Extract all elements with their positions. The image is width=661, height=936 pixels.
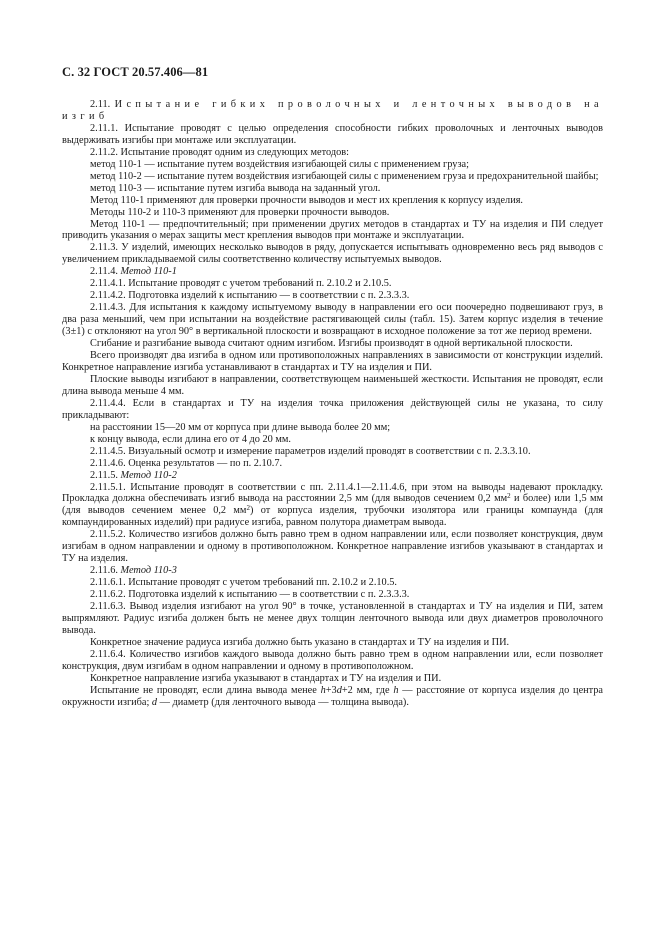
paragraph: метод 110-2 — испытание путем воздействия изгибающей силы с применением груза и предохранительной шайбы; [90, 170, 599, 182]
paragraph: Конкретное направление изгиба указывают в стандартах и ТУ на изделия и ПИ. [90, 672, 442, 684]
paragraph: 2.11.6.4. Количество изгибов каждого вывода должно быть равно трем в одном направлении или, если позволяет конструкция, двум изгибам в одном направлении и одному в противоположном. [62, 648, 603, 672]
paragraph: 2.11.5.2. Количество изгибов должно быть равно трем в одном направлении или, если позволяет конструкция, двум изгибам в одном направлении и одному в противоположном. Конкретное направление изгибов указывают в стандартах и ТУ на изделия. [62, 529, 603, 565]
method-heading [62, 470, 603, 482]
document-body [62, 99, 603, 709]
paragraph: Метод 110-1 — предпочтительный; при применении других методов в стандартах и ТУ на изделия и ПИ следует приводить указания о мерах защиты мест крепления выводов при монтаже и эксплуатации. [62, 218, 603, 242]
method-number: 2.11.6. [90, 565, 118, 577]
paragraph: 2.11.4.2. Подготовка изделий к испытанию — в соответствии с п. 2.3.3.3. [90, 290, 410, 302]
paragraph: 2.11.2. Испытание проводят одним из следующих методов: [90, 146, 349, 158]
paragraph: 2.11.3. У изделий, имеющих несколько выводов в ряду, допускается испытывать одновременно весь ряд выводов с увеличением прикладываемой силы соответственно количеству испытуемых выводов. [62, 242, 603, 266]
paragraph: на расстоянии 15—20 мм от корпуса при длине вывода более 20 мм; [90, 421, 391, 433]
method-heading [62, 266, 603, 278]
section-heading [62, 99, 603, 123]
paragraph: Методы 110-2 и 110-3 применяют для проверки прочности выводов. [90, 206, 390, 218]
paragraph: 2.11.6.2. Подготовка изделий к испытанию — в соответствии с п. 2.3.3.3. [90, 589, 410, 601]
method-number: 2.11.4. [90, 266, 118, 278]
paragraph: 2.11.4.3. Для испытания к каждому испытуемому выводу в направлении его оси поочередно подвешивают груз, в два раза меньший, чем при испытании на воздействие растягивающей силы (табл. 15). Затем корпус изделия в течение (3±1) с отклоняют на угол 90° в вертикальной плоскости и возвращают в исходное положение за тот же период времени. [62, 302, 603, 338]
paragraph: Конкретное значение радиуса изгиба должно быть указано в стандартах и ТУ на изделия и ПИ. [90, 636, 510, 648]
paragraph: 2.11.4.4. Если в стандартах и ТУ на изделия точка приложения действующей силы не указана, то силу прикладывают: [62, 397, 603, 421]
paragraph: 2.11.4.6. Оценка результатов — по п. 2.10.7. [90, 457, 283, 469]
paragraph: 2.11.1. Испытание проводят с целью определения способности гибких проволочных и ленточных выводов выдерживать изгибы при монтаже или эксплуатации. [62, 122, 603, 146]
paragraph: 2.11.4.5. Визуальный осмотр и измерение параметров изделий проводят в соответствии с п. 2.3.3.10. [90, 445, 531, 457]
method-name: Метод 110-3 [120, 565, 177, 577]
method-number: 2.11.5. [90, 469, 118, 481]
paragraph: Плоские выводы изгибают в направлении, соответствующем наименьшей жесткости. Испытания не проводят, если длина вывода меньше 4 мм. [62, 373, 603, 397]
paragraph: Всего производят два изгиба в одном или противоположных направлениях в зависимости от конструкции изделий. Конкретное направление изгиба устанавливают в стандартах и ТУ на изделия и ПИ. [62, 350, 603, 373]
paragraph: метод 110-1 — испытание путем воздействия изгибающей силы с применением груза; [90, 158, 469, 170]
paragraph: Сгибание и разгибание вывода считают одним изгибом. Изгибы производят в одной вертикальной плоскости. [90, 338, 573, 350]
paragraph: 2.11.6.1. Испытание проводят с учетом требований пп. 2.10.2 и 2.10.5. [90, 577, 397, 589]
method-name: Метод 110-1 [120, 266, 177, 278]
paragraph: 2.11.4.1. Испытание проводят с учетом требований п. 2.10.2 и 2.10.5. [90, 278, 392, 290]
paragraph: метод 110-3 — испытание путем изгиба вывода на заданный угол. [90, 182, 381, 194]
paragraph: Метод 110-1 применяют для проверки прочности выводов и мест их крепления к корпусу изделия. [90, 194, 524, 206]
page-header: С. 32 ГОСТ 20.57.406—81 [62, 65, 209, 79]
section-number: 2.11. [90, 99, 111, 110]
section-title: Испытание гибких проволочных и ленточных выводов на изгиб [62, 99, 604, 122]
paragraph: 2.11.6.3. Вывод изделия изгибают на угол 90° в точке, установленной в стандартах и ТУ на изделия и ПИ, затем выпрямляют. Радиус изгиба должен быть не менее двух толщин ленточного вывода или двух диаметров проволочного вывода. [62, 601, 603, 636]
paragraph: к концу вывода, если длина его от 4 до 20 мм. [90, 433, 292, 445]
paragraph: 2.11.5.1. Испытание проводят в соответствии с пп. 2.11.4.1—2.11.4.6, при этом на выводы надевают прокладку. Прокладка должна обеспечивать изгиб вывода на расстоянии 2,5 мм (для выводов сечением 0,2 $мм^2$ и более) или 1,5 мм (для выводов сечением менее 0,2 $мм^2$) от корпуса изделия, трубочки изолятора или границы компаунда (для компаундированных изделий) при радиусе изгиба, равном полутора диаметрам вывода. [62, 481, 604, 529]
method-heading [62, 565, 603, 577]
paragraph: Испытание не проводят, если длина вывода менее h+3d+2 мм, где h — расстояние от корпуса изделия до центра окружности изгиба; d — диаметр (для ленточного вывода — толщина вывода). [62, 684, 603, 708]
method-name: Метод 110-2 [120, 469, 177, 481]
